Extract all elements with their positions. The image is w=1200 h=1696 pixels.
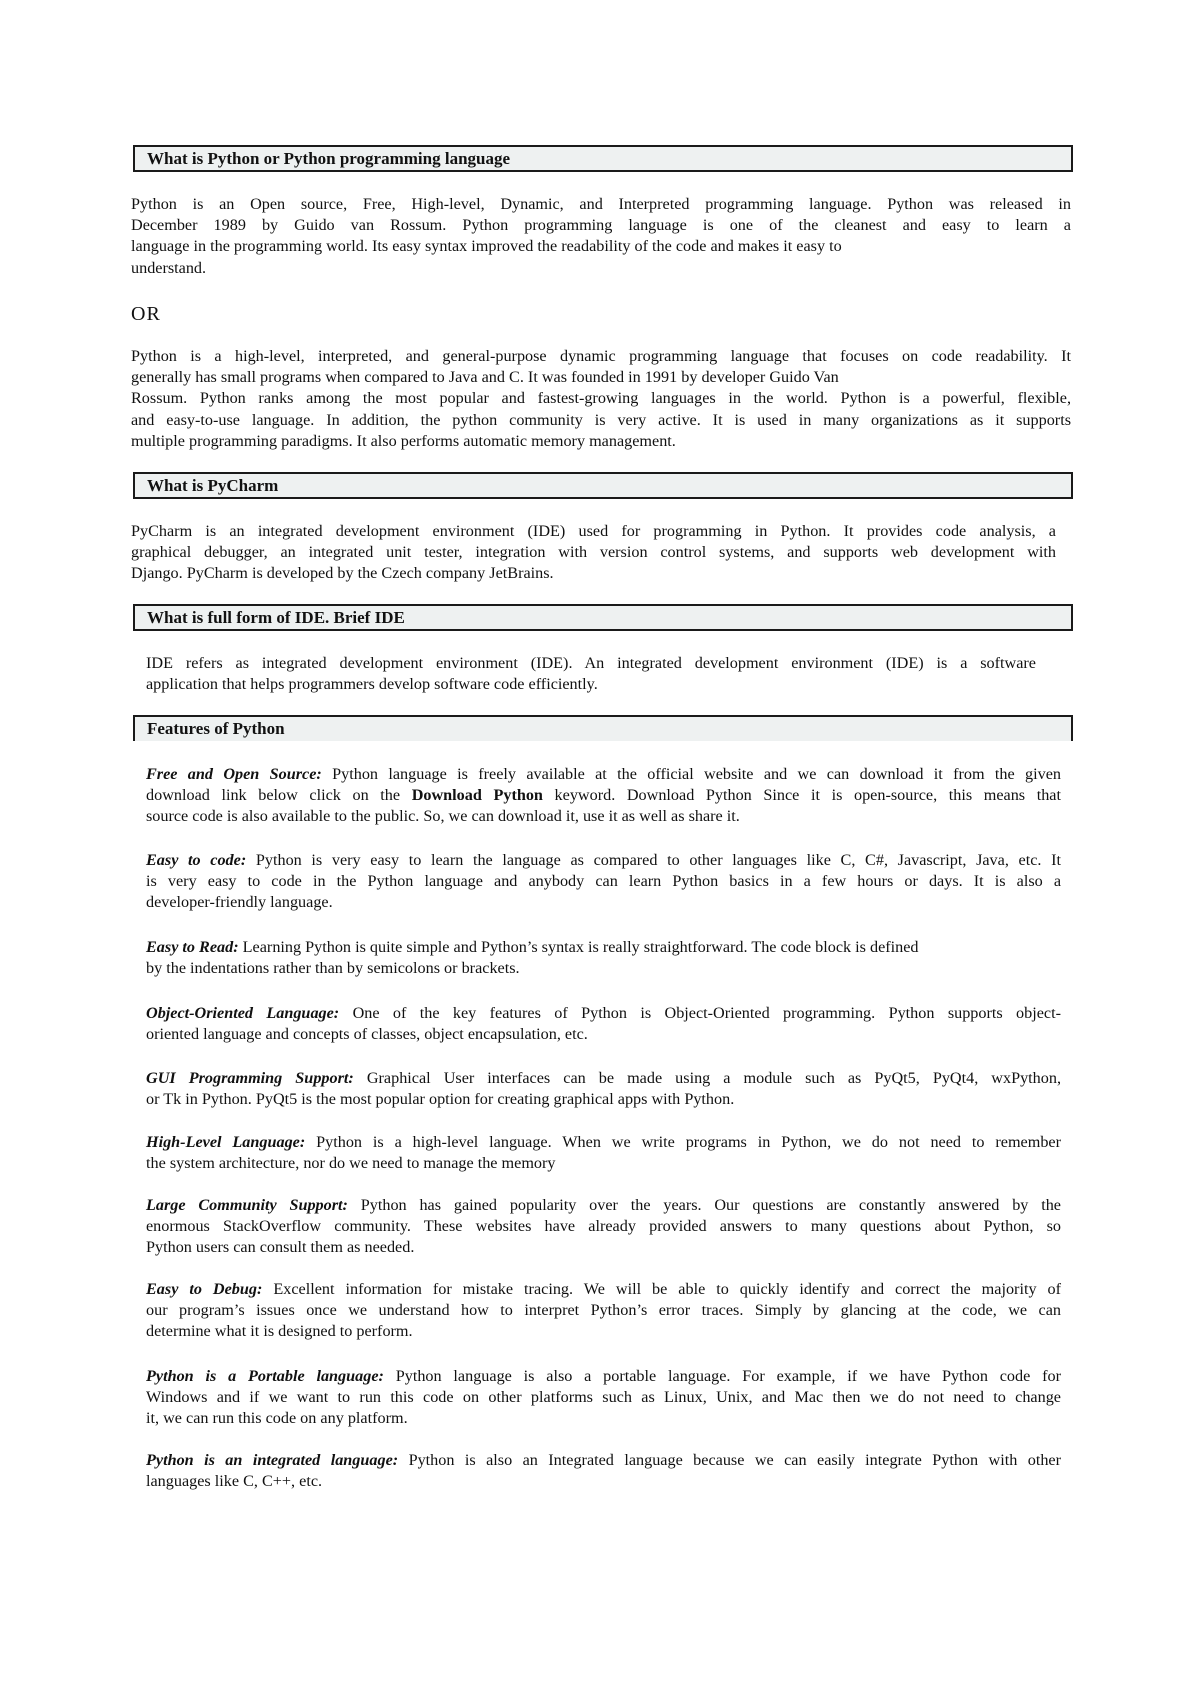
feature-easy-to-debug	[146, 1279, 1061, 1343]
heading-features-of-python: Features of Python	[133, 715, 1073, 741]
feature-text: download link below click on the	[146, 786, 412, 805]
feature-text: Python is a high-level language. When we write programs in Python, we do not need to remember	[305, 1133, 1061, 1151]
feature-large-community	[146, 1195, 1061, 1259]
text-line	[146, 1132, 1061, 1153]
text-line: is very easy to code in the Python language and anybody can learn Python basics in a few hours or days. It is also a	[146, 872, 1061, 891]
text-line: graphical debugger, an integrated unit tester, integration with version control systems, and supports web development with	[131, 543, 1056, 562]
text-line	[146, 850, 1061, 871]
text-line: application that helps programmers develop software code efficiently.	[146, 675, 598, 694]
text-line	[146, 1366, 1061, 1387]
feature-text: Learning Python is quite simple and Python’s syntax is really straightforward. The code block is defined	[238, 938, 919, 956]
text-line: or Tk in Python. PyQt5 is the most popular option for creating graphical apps with Python.	[146, 1090, 735, 1109]
feature-term: High-Level Language:	[146, 1133, 306, 1151]
heading-ide-full-form: What is full form of IDE. Brief IDE	[133, 604, 1073, 631]
text-line: enormous StackOverflow community. These websites have already provided answers to many questions about Python, so	[146, 1217, 1061, 1236]
text-line: Rossum. Python ranks among the most popular and fastest-growing languages in the world. Python is a powerful, flexible,	[131, 389, 1071, 408]
feature-high-level-language	[146, 1132, 1061, 1174]
text-line: Python is a high-level, interpreted, and general-purpose dynamic programming language that focuses on code readability. It	[131, 347, 1071, 365]
paragraph-python-alt	[131, 346, 1071, 452]
feature-portable-language	[146, 1366, 1061, 1430]
text-line: source code is also available to the public. So, we can download it, use it as well as share it.	[146, 807, 740, 826]
heading-what-is-pycharm: What is PyCharm	[133, 472, 1073, 499]
feature-term: Python is an integrated language:	[146, 1451, 399, 1469]
text-line	[146, 937, 1061, 958]
download-python-keyword: Download Python	[411, 786, 543, 805]
text-line	[146, 764, 1061, 785]
feature-text: keyword. Download Python Since it is open-source, this means that	[542, 786, 1061, 805]
feature-term: Free and Open Source:	[146, 765, 322, 783]
text-line	[146, 1003, 1061, 1024]
text-line: languages like C, C++, etc.	[146, 1472, 323, 1491]
feature-term: Object-Oriented Language:	[146, 1004, 340, 1022]
feature-term: Easy to Read:	[146, 938, 239, 956]
text-line: it, we can run this code on any platform.	[146, 1409, 408, 1428]
text-line: oriented language and concepts of classes, object encapsulation, etc.	[146, 1025, 588, 1044]
text-line: our program’s issues once we understand how to interpret Python’s error traces. Simply by glancing at the code, we can	[146, 1301, 1061, 1320]
or-separator: OR	[131, 303, 161, 325]
text-line	[146, 785, 1061, 806]
feature-text: Python language is also a portable language. For example, if we have Python code for	[383, 1367, 1061, 1385]
text-line: developer-friendly language.	[146, 893, 333, 912]
feature-easy-to-code	[146, 850, 1061, 914]
feature-object-oriented	[146, 1003, 1061, 1045]
text-line: Windows and if we want to run this code on other platforms such as Linux, Unix, and Mac then we do not need to change	[146, 1388, 1061, 1407]
text-line: generally has small programs when compared to Java and C. It was founded in 1991 by developer Guido Van	[131, 368, 839, 387]
feature-term: Easy to code:	[146, 851, 247, 869]
text-line: the system architecture, nor do we need to manage the memory	[146, 1154, 556, 1173]
paragraph-ide	[146, 653, 1036, 695]
feature-text: Graphical User interfaces can be made using a module such as PyQt5, PyQt4, wxPython,	[353, 1069, 1062, 1087]
text-line: and easy-to-use language. In addition, the python community is very active. It is used in many organizations as it supports	[131, 410, 1071, 429]
feature-integrated-language	[146, 1450, 1061, 1492]
text-line: Python users can consult them as needed.	[146, 1238, 415, 1257]
text-line: multiple programming paradigms. It also performs automatic memory management.	[131, 431, 676, 450]
feature-text: One of the key features of Python is Object-Oriented programming. Python supports object-	[339, 1004, 1061, 1022]
feature-free-and-open-source	[146, 764, 1061, 828]
feature-term: GUI Programming Support:	[146, 1069, 354, 1087]
feature-term: Easy to Debug:	[146, 1280, 263, 1298]
feature-term: Python is a Portable language:	[146, 1367, 384, 1385]
text-line: understand.	[131, 258, 207, 277]
feature-gui-programming	[146, 1068, 1061, 1110]
text-line	[146, 1279, 1061, 1300]
text-line: PyCharm is an integrated development environment (IDE) used for programming in Python. It provides code analysis, a	[131, 522, 1056, 540]
text-line: language in the programming world. Its easy syntax improved the readability of the code and makes it easy to	[131, 237, 842, 256]
text-line: Python is an Open source, Free, High-level, Dynamic, and Interpreted programming language. Python was released in	[131, 195, 1071, 213]
text-line: December 1989 by Guido van Rossum. Python programming language is one of the cleanest and easy to learn a	[131, 216, 1071, 235]
feature-text: Python language is freely available at the official website and we can download it from the given	[321, 765, 1061, 783]
feature-text: Python is also an Integrated language because we can easily integrate Python with other	[398, 1451, 1061, 1469]
feature-text: Python has gained popularity over the years. Our questions are constantly answered by the	[347, 1196, 1061, 1214]
text-line: by the indentations rather than by semicolons or brackets.	[146, 959, 520, 978]
text-line: Django. PyCharm is developed by the Czech company JetBrains.	[131, 564, 554, 583]
text-line: IDE refers as integrated development environment (IDE). An integrated development environment (IDE) is a software	[146, 654, 1036, 672]
text-line	[146, 1068, 1061, 1089]
feature-text: Python is very easy to learn the language as compared to other languages like C, C#, Javascript, Java, etc. It	[246, 851, 1061, 869]
text-line	[146, 1195, 1061, 1216]
paragraph-python-intro	[131, 194, 1071, 279]
paragraph-pycharm	[131, 521, 1056, 585]
feature-easy-to-read	[146, 937, 1061, 979]
feature-text: Excellent information for mistake tracing. We will be able to quickly identify and correct the majority of	[262, 1280, 1061, 1298]
text-line: determine what it is designed to perform.	[146, 1322, 413, 1341]
text-line	[146, 1450, 1061, 1471]
heading-what-is-python: What is Python or Python programming language	[133, 145, 1073, 172]
feature-term: Large Community Support:	[146, 1196, 348, 1214]
